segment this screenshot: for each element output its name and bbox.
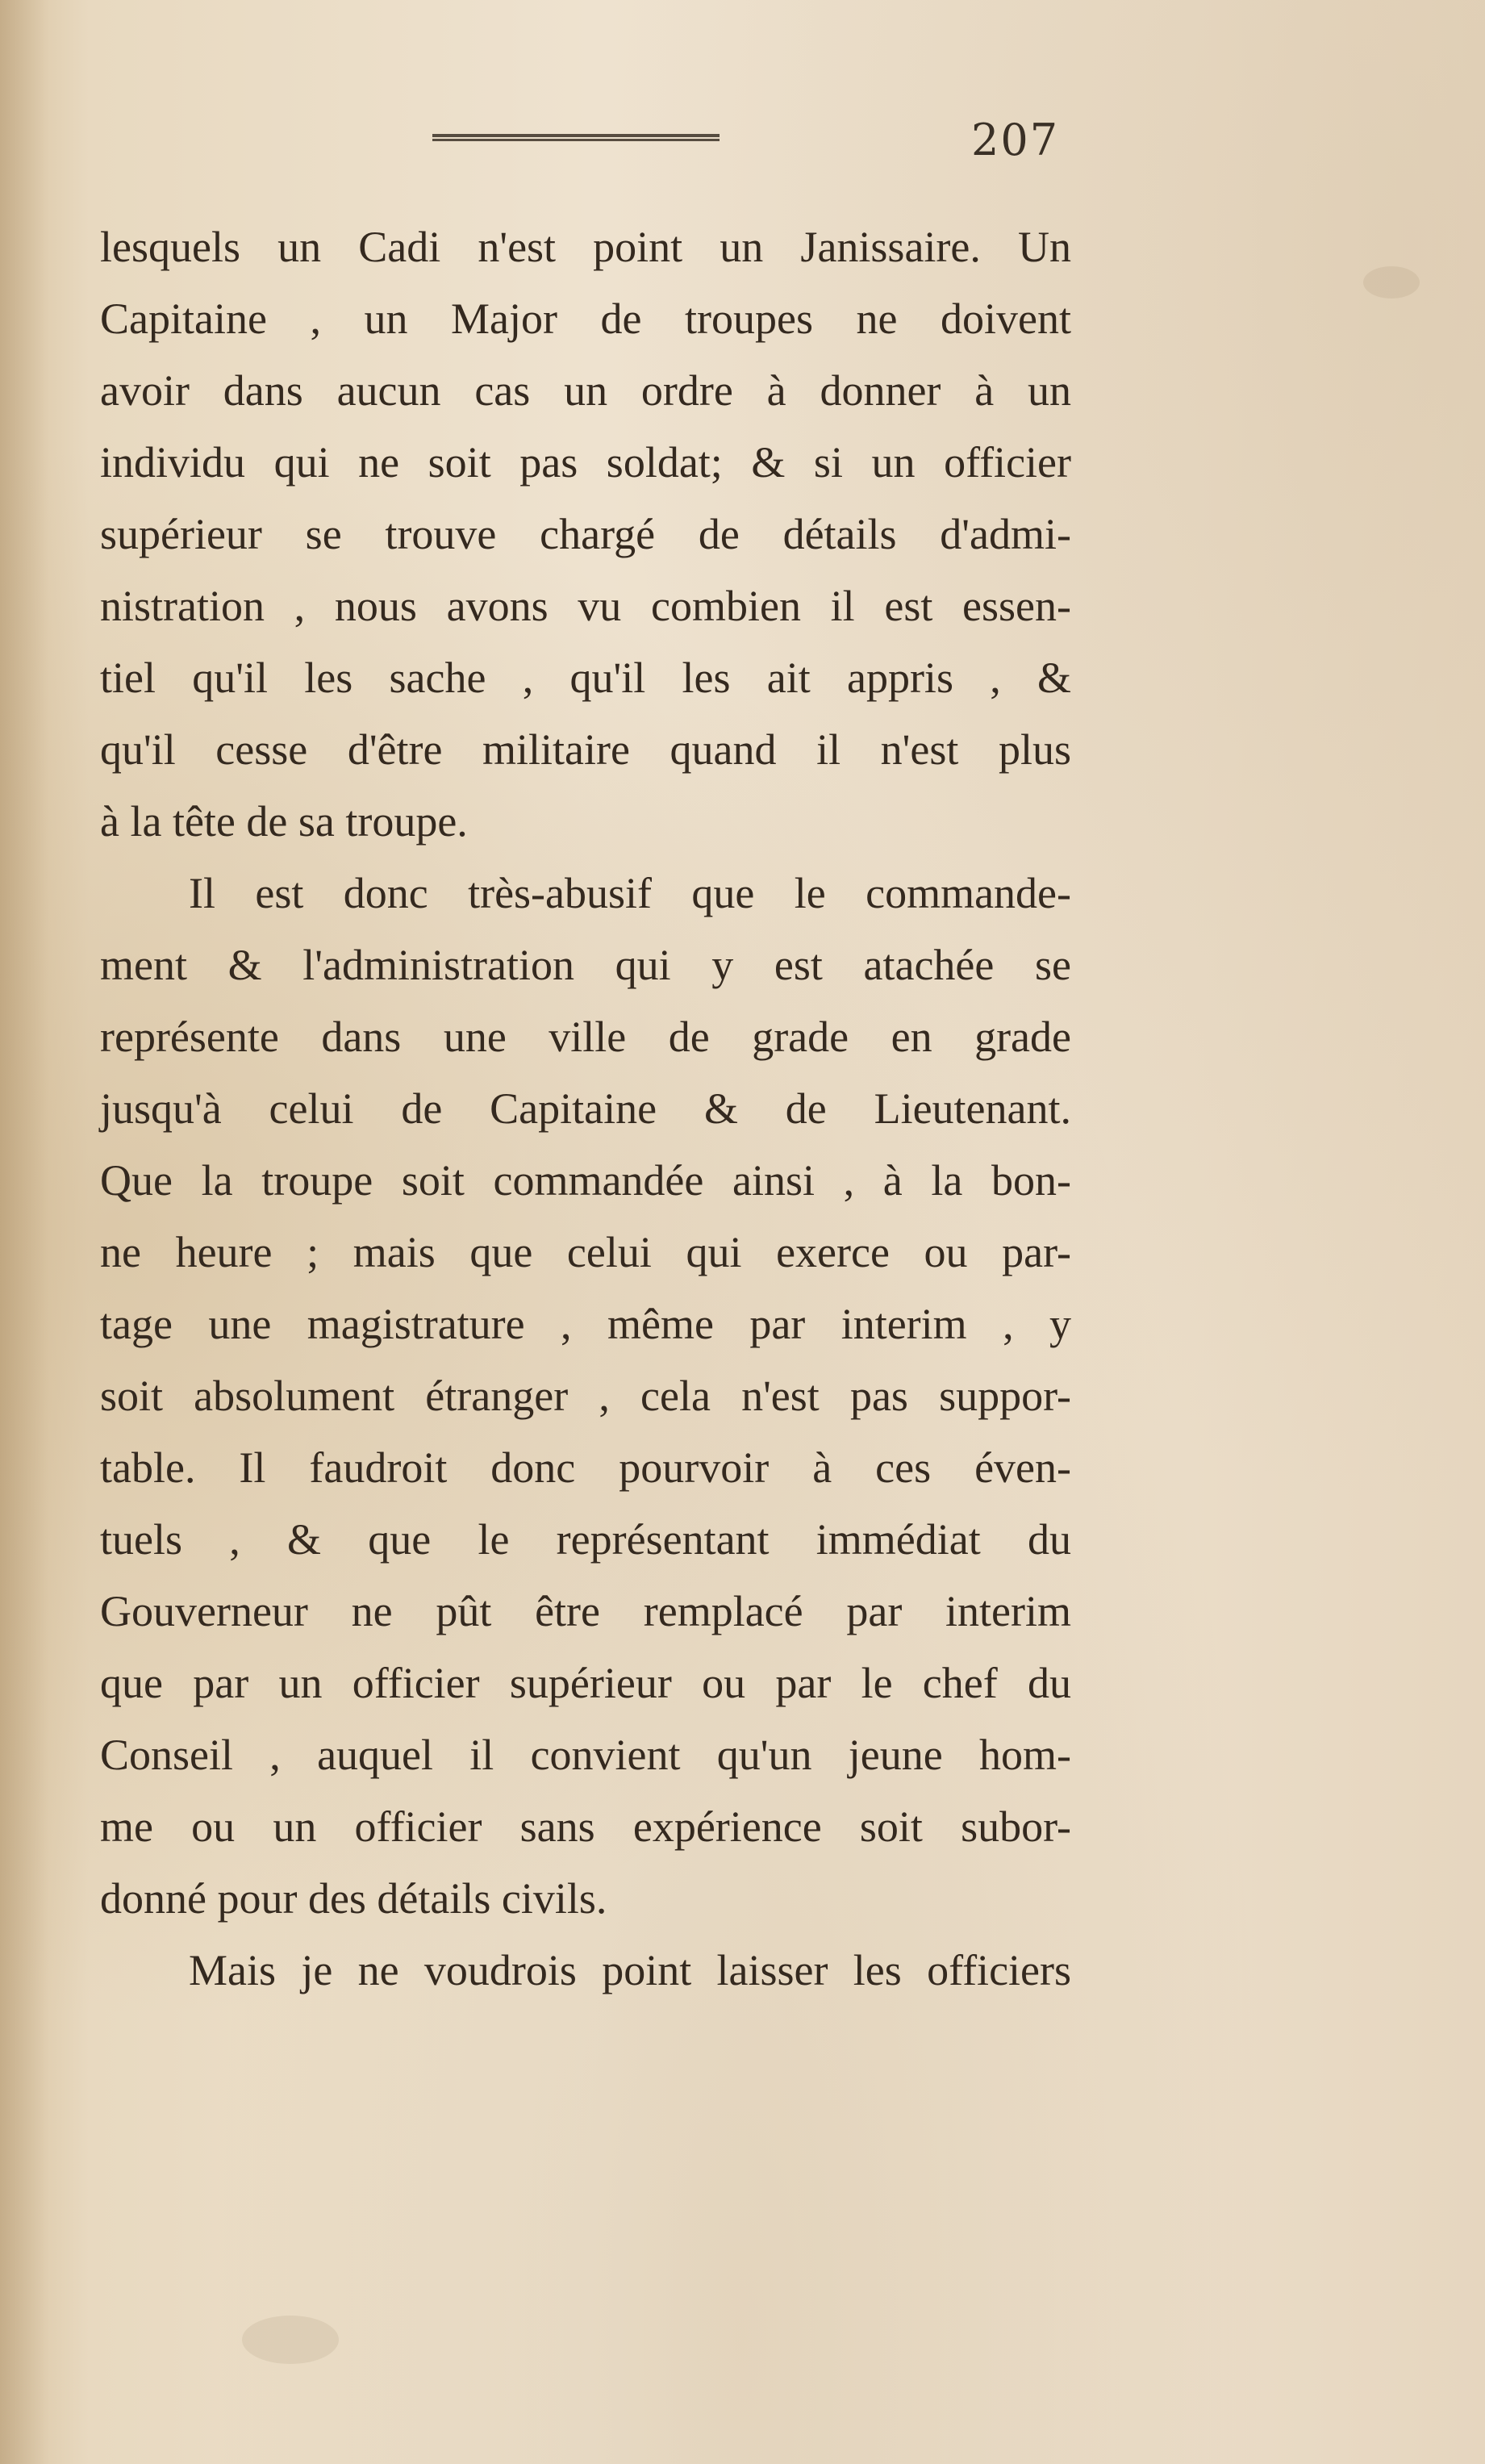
text-line: Mais je ne voudrois point laisser les officiers [189,1946,1071,1994]
body-text [100,211,1071,2007]
text-line: individu qui ne soit pas soldat; & si un officier [100,438,1071,487]
text-line: tage une magistrature , même par interim , y [100,1300,1071,1348]
text-line: Il est donc très-abusif que le commande- [189,869,1071,917]
text-line: me ou un officier sans expérience soit subor- [100,1802,1071,1851]
text-line: tuels , & que le représentant immédiat du [100,1515,1071,1564]
text-line: avoir dans aucun cas un ordre à donner à un [100,366,1071,415]
text-line: table. Il faudroit donc pourvoir à ces éven- [100,1443,1071,1492]
page-number: 207 [971,115,1060,165]
text-line: à la tête de sa troupe. [100,797,468,846]
text-line: Gouverneur ne pût être remplacé par interim [100,1587,1071,1635]
text-line: représente dans une ville de grade en grade [100,1013,1071,1061]
text-line: Que la troupe soit commandée ainsi , à la bon- [100,1156,1071,1205]
header-rule [432,134,720,141]
text-line: lesquels un Cadi n'est point un Janissaire. Un [100,223,1071,271]
paper-stain [1363,266,1420,299]
text-line: jusqu'à celui de Capitaine & de Lieutenant. [100,1084,1071,1133]
text-line: Capitaine , un Major de troupes ne doivent [100,294,1071,343]
text-line: tiel qu'il les sache , qu'il les ait appris , & [100,654,1071,702]
text-line: soit absolument étranger , cela n'est pas suppor- [100,1372,1071,1420]
text-line: donné pour des détails civils. [100,1874,607,1923]
text-line: nistration , nous avons vu combien il est essen- [100,582,1071,630]
text-line: supérieur se trouve chargé de détails d'admi- [100,510,1071,558]
paper-stain [242,2316,339,2364]
text-line: Conseil , auquel il convient qu'un jeune hom- [100,1731,1071,1779]
text-line: ne heure ; mais que celui qui exerce ou par- [100,1228,1071,1276]
text-line: ment & l'administration qui y est atachée se [100,941,1071,989]
spine-shadow [0,0,48,2464]
text-line: que par un officier supérieur ou par le chef du [100,1659,1071,1707]
text-line: qu'il cesse d'être militaire quand il n'est plus [100,725,1071,774]
